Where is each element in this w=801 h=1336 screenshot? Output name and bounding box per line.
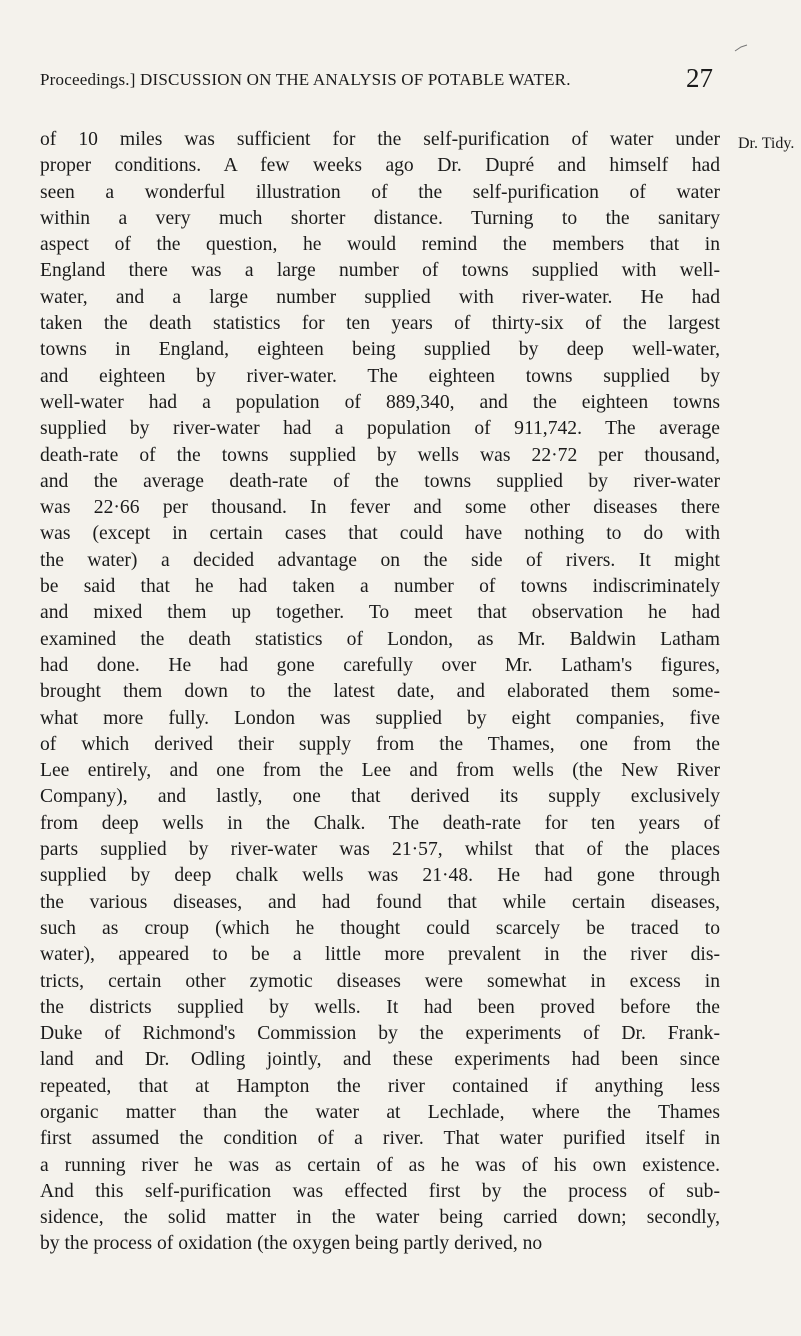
text-line: had done. He had gone carefully over Mr. Latham's figures, xyxy=(40,654,720,676)
text-line: towns in England, eighteen being supplied by deep well-water, xyxy=(40,339,720,361)
text-line: death-rate of the towns supplied by wells was 22·72 per thousand, xyxy=(40,444,720,466)
ink-mark xyxy=(734,44,748,52)
text-line: within a very much shorter distance. Turning to the sanitary xyxy=(40,207,720,229)
page-number: 27 xyxy=(686,63,713,93)
running-header: Proceedings.] DISCUSSION ON THE ANALYSIS OF POTABLE WATER. xyxy=(40,70,571,89)
text-line: brought them down to the latest date, and elaborated them some- xyxy=(40,681,720,703)
margin-note-speaker: Dr. Tidy. xyxy=(738,135,795,152)
text-line: Duke of Richmond's Commission by the experiments of Dr. Frank- xyxy=(40,1023,720,1045)
text-line: supplied by river-water had a population of 911,742. The average xyxy=(40,418,720,440)
text-line: sidence, the solid matter in the water being carried down; secondly, xyxy=(40,1207,720,1229)
text-line: by the process of oxidation (the oxygen being partly derived, no xyxy=(40,1233,543,1255)
text-line: and the average death-rate of the towns supplied by river-water xyxy=(40,470,720,492)
text-line: tricts, certain other zymotic diseases were somewhat in excess in xyxy=(40,970,720,992)
body-text xyxy=(40,127,720,1258)
text-line: And this self-purification was effected first by the process of sub- xyxy=(40,1180,720,1202)
text-line: repeated, that at Hampton the river contained if anything less xyxy=(40,1075,720,1097)
text-line: England there was a large number of towns supplied with well- xyxy=(40,260,720,282)
text-line: the water) a decided advantage on the side of rivers. It might xyxy=(40,549,720,571)
text-line: seen a wonderful illustration of the self-purification of water xyxy=(40,181,720,203)
text-line: water), appeared to be a little more prevalent in the river dis- xyxy=(40,944,720,966)
text-line: such as croup (which he thought could scarcely be traced to xyxy=(40,917,720,939)
text-line: a running river he was as certain of as he was of his own existence. xyxy=(40,1154,720,1176)
text-line: and eighteen by river-water. The eighteen towns supplied by xyxy=(40,365,720,387)
text-line: and mixed them up together. To meet that observation he had xyxy=(40,602,720,624)
text-line: from deep wells in the Chalk. The death-rate for ten years of xyxy=(40,812,720,834)
text-line: organic matter than the water at Lechlade, where the Thames xyxy=(40,1101,720,1123)
text-line: what more fully. London was supplied by eight companies, five xyxy=(40,707,720,729)
text-line: taken the death statistics for ten years of thirty-six of the largest xyxy=(40,313,720,335)
text-line: examined the death statistics of London, as Mr. Baldwin Latham xyxy=(40,628,720,650)
text-line: supplied by deep chalk wells was 21·48. He had gone through xyxy=(40,865,720,887)
text-line: of which derived their supply from the Thames, one from the xyxy=(40,733,720,755)
text-line: was (except in certain cases that could have nothing to do with xyxy=(40,523,720,545)
text-line: the various diseases, and had found that while certain diseases, xyxy=(40,891,720,913)
text-line: Company), and lastly, one that derived its supply exclusively xyxy=(40,786,720,808)
text-line: first assumed the condition of a river. That water purified itself in xyxy=(40,1128,720,1150)
text-line: was 22·66 per thousand. In fever and some other diseases there xyxy=(40,497,720,519)
text-line: proper conditions. A few weeks ago Dr. Dupré and himself had xyxy=(40,155,720,177)
text-line: aspect of the question, he would remind the members that in xyxy=(40,234,720,256)
text-line: Lee entirely, and one from the Lee and from wells (the New River xyxy=(40,760,720,782)
text-line: well-water had a population of 889,340, and the eighteen towns xyxy=(40,391,720,413)
text-line: be said that he had taken a number of towns indiscriminately xyxy=(40,576,720,598)
text-line: the districts supplied by wells. It had been proved before the xyxy=(40,996,720,1018)
text-line: parts supplied by river-water was 21·57, whilst that of the places xyxy=(40,839,720,861)
text-line: land and Dr. Odling jointly, and these experiments had been since xyxy=(40,1049,720,1071)
text-line: of 10 miles was sufficient for the self-purification of water under xyxy=(40,129,720,150)
text-line: water, and a large number supplied with river-water. He had xyxy=(40,286,720,308)
